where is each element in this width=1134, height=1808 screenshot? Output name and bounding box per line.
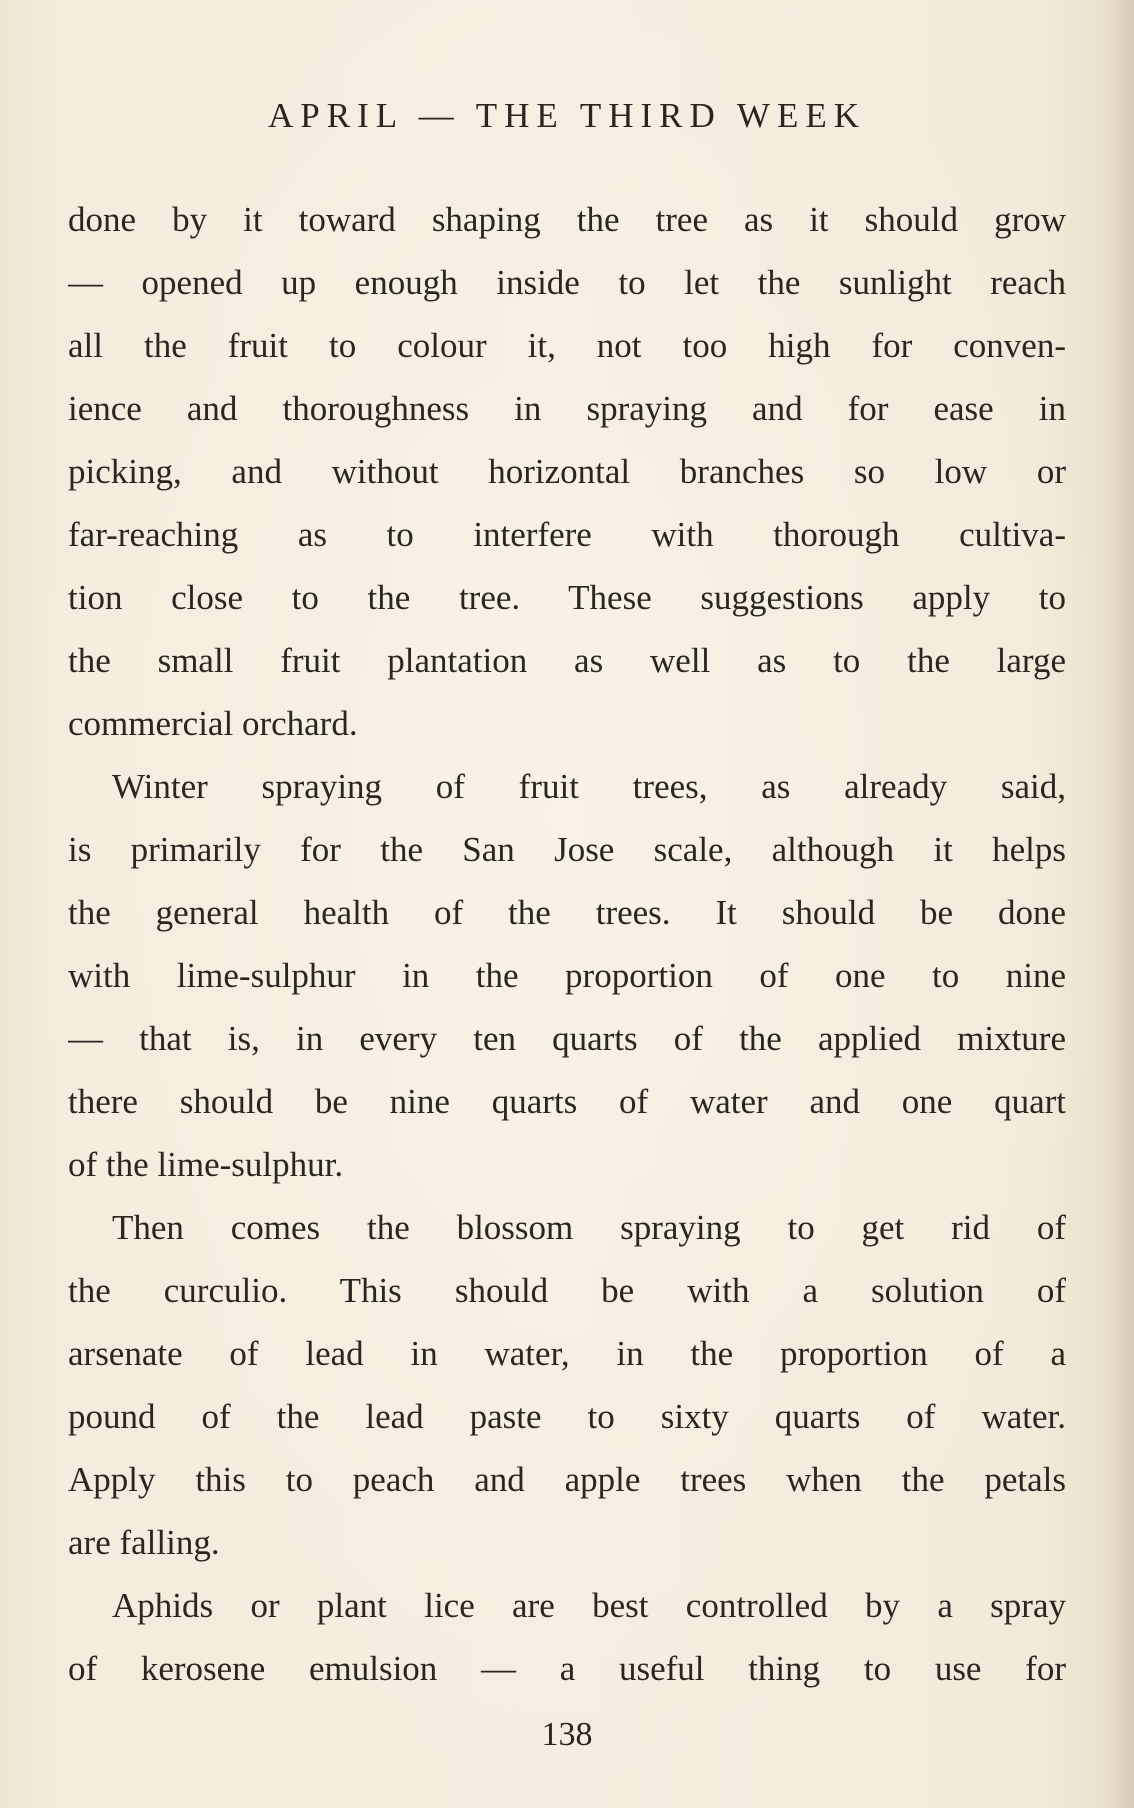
- text-line: of the lime-sulphur.: [68, 1145, 344, 1184]
- page-edge-shadow: [1106, 0, 1134, 1808]
- paragraph-start-line: Then comes the blossom spraying to get rid of: [112, 1208, 1066, 1247]
- text-line: there should be nine quarts of water and one quart: [68, 1082, 1066, 1121]
- text-line: is primarily for the San Jose scale, although it helps: [68, 830, 1066, 869]
- text-line: — opened up enough inside to let the sunlight reach: [68, 263, 1066, 302]
- text-line: are falling.: [68, 1523, 220, 1562]
- text-line: done by it toward shaping the tree as it should grow: [68, 200, 1066, 239]
- text-line: with lime-sulphur in the proportion of one to nine: [68, 956, 1066, 995]
- page-number: 138: [541, 1716, 593, 1753]
- text-line: far-reaching as to interfere with thorough cultiva-: [68, 515, 1066, 554]
- paragraph-start-line: Aphids or plant lice are best controlled by a spray: [112, 1586, 1066, 1625]
- text-line: the curculio. This should be with a solution of: [68, 1271, 1066, 1310]
- text-line: ience and thoroughness in spraying and for ease in: [68, 389, 1066, 428]
- text-line: picking, and without horizontal branches so low or: [68, 452, 1066, 491]
- body-text: [68, 188, 1066, 1700]
- text-line: the general health of the trees. It should be done: [68, 893, 1066, 932]
- text-line: the small fruit plantation as well as to the large: [68, 641, 1066, 680]
- text-line: of kerosene emulsion — a useful thing to use for: [68, 1649, 1066, 1688]
- text-line: pound of the lead paste to sixty quarts of water.: [68, 1397, 1066, 1436]
- paragraph-start-line: Winter spraying of fruit trees, as already said,: [112, 767, 1066, 806]
- text-line: Apply this to peach and apple trees when the petals: [68, 1460, 1066, 1499]
- text-line: — that is, in every ten quarts of the applied mixture: [68, 1019, 1066, 1058]
- text-line: commercial orchard.: [68, 704, 358, 743]
- text-line: all the fruit to colour it, not too high for conven-: [68, 326, 1066, 365]
- text-line: arsenate of lead in water, in the proportion of a: [68, 1334, 1066, 1373]
- running-head: APRIL — THE THIRD WEEK: [268, 96, 866, 135]
- text-line: tion close to the tree. These suggestions apply to: [68, 578, 1066, 617]
